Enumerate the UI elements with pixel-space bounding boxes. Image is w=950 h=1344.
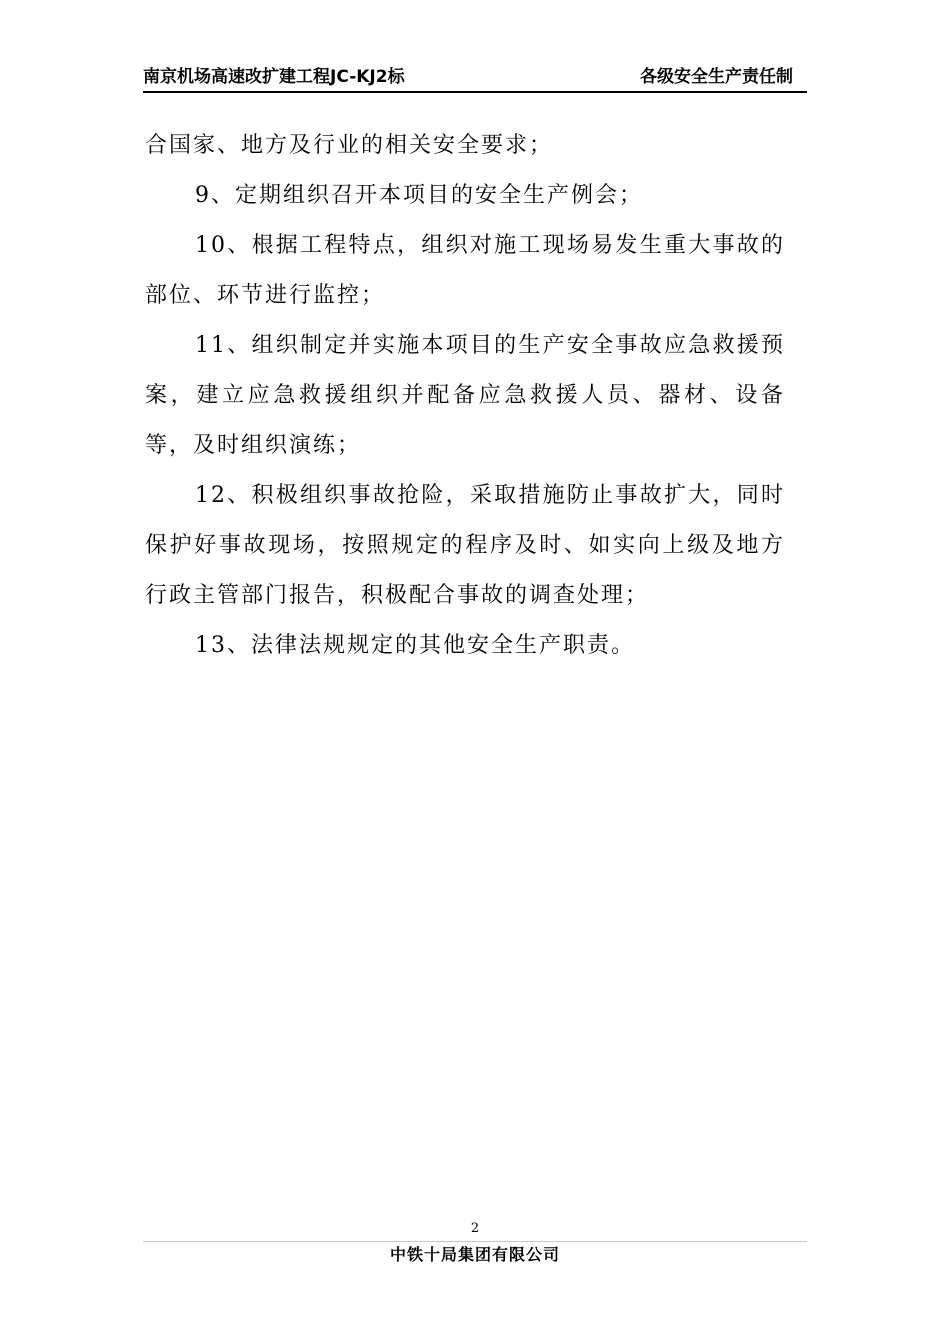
footer-divider: [143, 1241, 807, 1242]
paragraph-item-12: 12、积极组织事故抢险，采取措施防止事故扩大，同时保护好事故现场，按照规定的程序及时、如实向上级及地方行政主管部门报告，积极配合事故的调查处理；: [145, 483, 785, 608]
paragraph-continuation: 合国家、地方及行业的相关安全要求；: [145, 133, 554, 158]
paragraph-item-11: 11、组织制定并实施本项目的生产安全事故应急救援预案，建立应急救援组织并配备应急救援人员、器材、设备等，及时组织演练；: [145, 333, 785, 458]
paragraph-item-9: 9、定期组织召开本项目的安全生产例会；: [195, 183, 643, 208]
paragraph-item-13: 13、法律法规规定的其他安全生产职责。: [195, 633, 635, 658]
header-project-title: 南京机场高速改扩建工程JC-KJ2标: [143, 67, 405, 87]
header-document-title: 各级安全生产责任制: [640, 67, 793, 87]
header-divider: [143, 91, 807, 93]
document-body: [145, 121, 785, 671]
paragraph-item-10: 10、根据工程特点，组织对施工现场易发生重大事故的部位、环节进行监控；: [145, 233, 785, 308]
page-header: [143, 64, 807, 90]
page-number: 2: [470, 1221, 480, 1236]
footer-company-name: 中铁十局集团有限公司: [389, 1245, 560, 1264]
